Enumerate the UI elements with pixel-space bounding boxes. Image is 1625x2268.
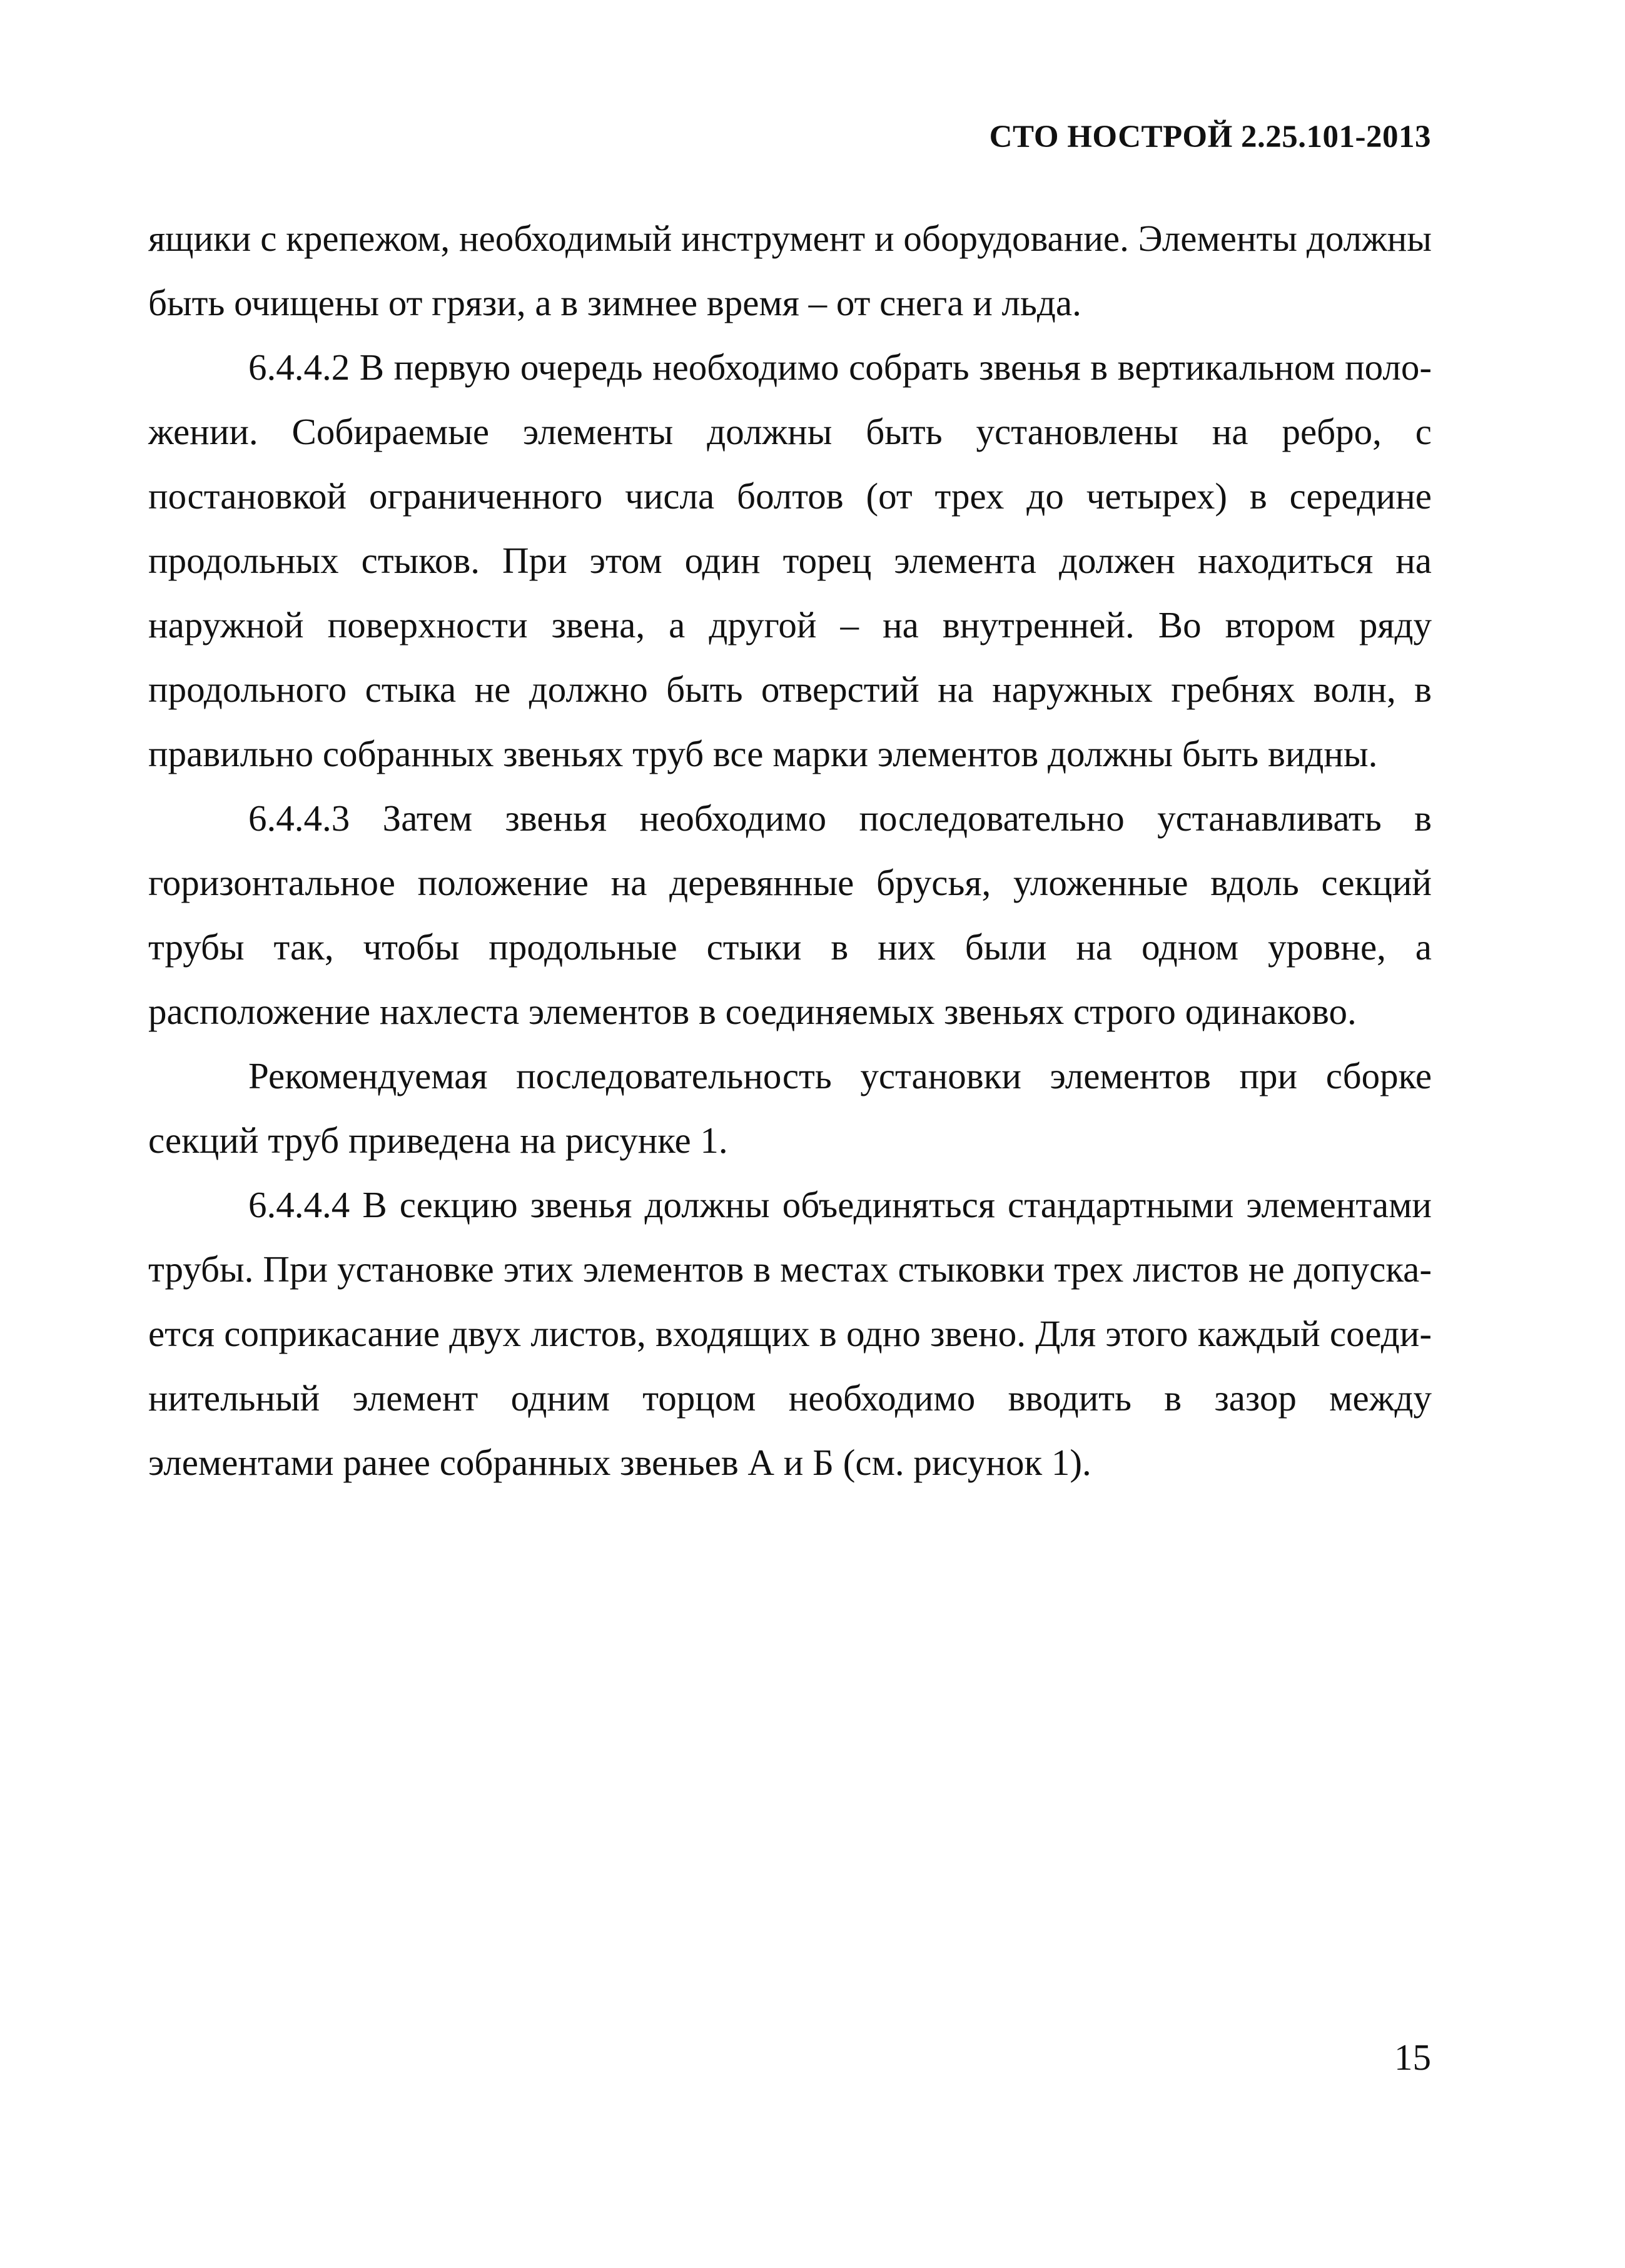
page-number: 15 bbox=[1394, 2037, 1431, 2078]
paragraph-recommended-sequence: Рекомендуемая последовательность установки элементов при сборке секций труб приведена на рисунке 1. bbox=[148, 1055, 1432, 1161]
paragraph-6-4-4-4: 6.4.4.4 В секцию звенья должны объединяться стандартными элементами трубы. При установке этих элементов в местах стыковки трех листов не допускается соприкасание двух листов, входящих в одно звено. Для этого каждый соединительный элемент одним торцом необходимо вводить в зазор между элементами ранее собранных звеньев А и Б (см. рисунок 1). bbox=[148, 1184, 1432, 1483]
body-text bbox=[148, 206, 1432, 1495]
paragraph-6-4-4-2: 6.4.4.2 В первую очередь необходимо собрать звенья в вертикальном положении. Собираемые элементы должны быть установлены на ребро, с постановкой ограниченного числа болтов (от трех до четырех) в середине продольных стыков. При этом один торец элемента должен находиться на наружной поверхности звена, а другой – на внутренней. Во втором ряду продольного стыка не должно быть отверстий на наружных гребнях волн, в правильно собранных звеньях труб все марки элементов должны быть видны. bbox=[148, 347, 1432, 774]
paragraph-continuation: ящики с крепежом, необходимый инструмент и оборудование. Элементы должны быть очищены от грязи, а в зимнее время – от снега и льда. bbox=[148, 218, 1432, 323]
paragraph-6-4-4-3: 6.4.4.3 Затем звенья необходимо последовательно устанавливать в горизонтальное положение на деревянные брусья, уложенные вдоль секций трубы так, чтобы продольные стыки в них были на одном уровне, а расположение нахлеста элементов в соединяемых звеньях строго одинаково. bbox=[148, 797, 1432, 1032]
document-code-header: СТО НОСТРОЙ 2.25.101-2013 bbox=[989, 119, 1431, 154]
